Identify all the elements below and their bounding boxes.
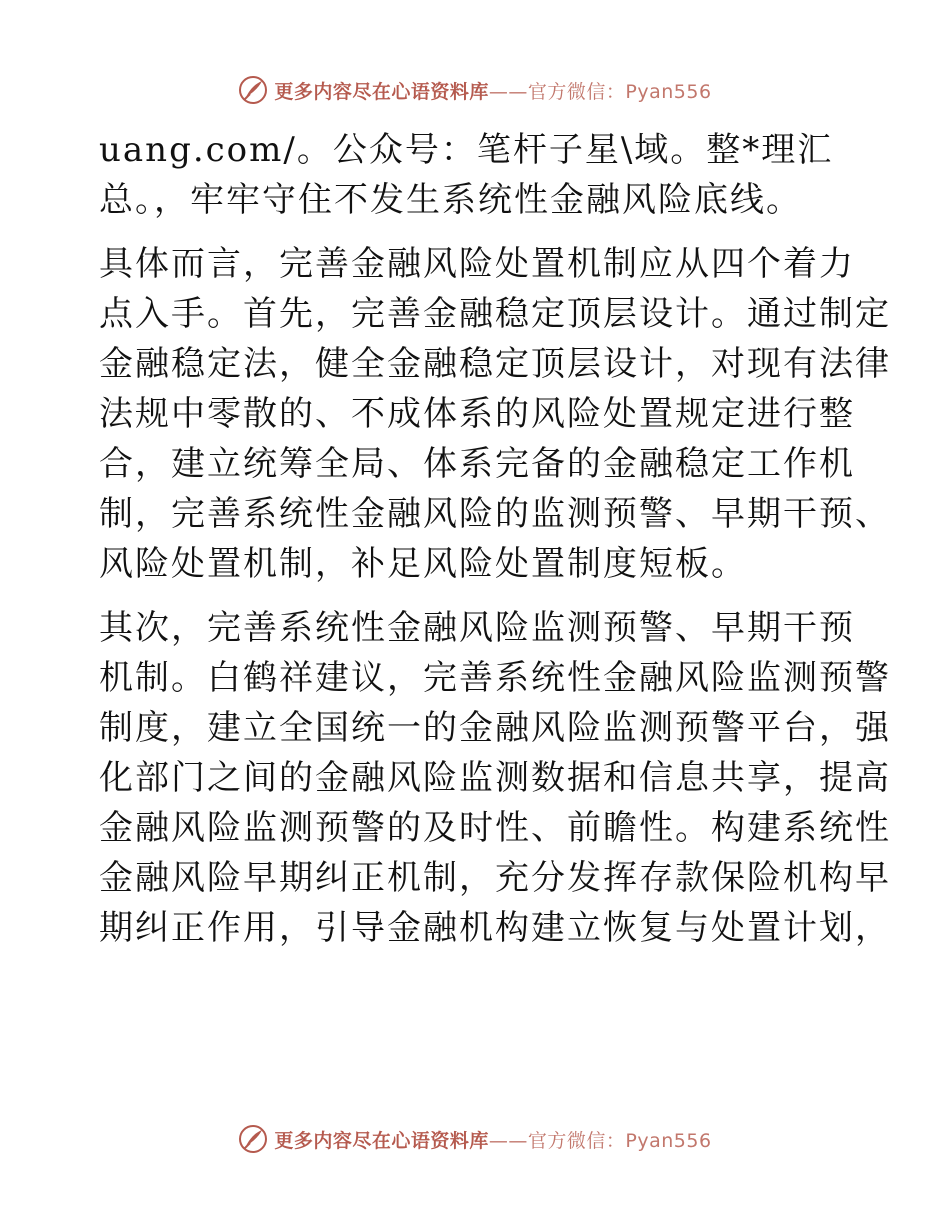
watermark-brand: 更多内容尽在心语资料库	[274, 80, 489, 103]
watermark-text	[274, 1126, 711, 1153]
paragraph-start-line: 具体而言，完善金融风险处置机制应从四个着力	[99, 244, 855, 284]
watermark-text	[274, 77, 711, 104]
watermark-wechat: ——官方微信：Pyan556	[488, 80, 712, 103]
text-line: 总。，牢牢守住不发生系统性金融风险底线。	[99, 180, 802, 220]
feather-pen-logo-icon	[238, 75, 268, 105]
watermark-header	[0, 72, 950, 108]
text-line: 风险处置机制，补足风险处置制度短板。	[99, 544, 747, 584]
text-line: 期纠正作用，引导金融机构建立恢复与处置计划，	[99, 908, 891, 948]
text-line: 制度，建立全国统一的金融风险监测预警平台，强	[99, 708, 891, 748]
watermark-footer	[0, 1121, 950, 1157]
text-line: 合，建立统筹全局、体系完备的金融稳定工作机	[99, 444, 855, 484]
text-line: 金融风险早期纠正机制，充分发挥存款保险机构早	[99, 858, 891, 898]
text-line: 金融风险监测预警的及时性、前瞻性。构建系统性	[99, 808, 891, 848]
paragraph-start-line: 其次，完善系统性金融风险监测预警、早期干预	[99, 608, 855, 648]
text-line: 化部门之间的金融风险监测数据和信息共享，提高	[99, 758, 891, 798]
text-line: 金融稳定法，健全金融稳定顶层设计，对现有法律	[99, 344, 891, 384]
feather-pen-logo-icon	[238, 1124, 268, 1154]
document-body	[99, 125, 891, 953]
text-line: 法规中零散的、不成体系的风险处置规定进行整	[99, 394, 855, 434]
text-line: 点入手。首先，完善金融稳定顶层设计。通过制定	[99, 294, 891, 334]
watermark-brand: 更多内容尽在心语资料库	[274, 1129, 489, 1152]
text-line: 机制。白鹤祥建议，完善系统性金融风险监测预警	[99, 658, 891, 698]
watermark-wechat: ——官方微信：Pyan556	[488, 1129, 712, 1152]
text-line: 制，完善系统性金融风险的监测预警、早期干预、	[99, 494, 891, 534]
text-line: uang.com/。公众号：笔杆子星\域。整*理汇	[99, 130, 834, 170]
